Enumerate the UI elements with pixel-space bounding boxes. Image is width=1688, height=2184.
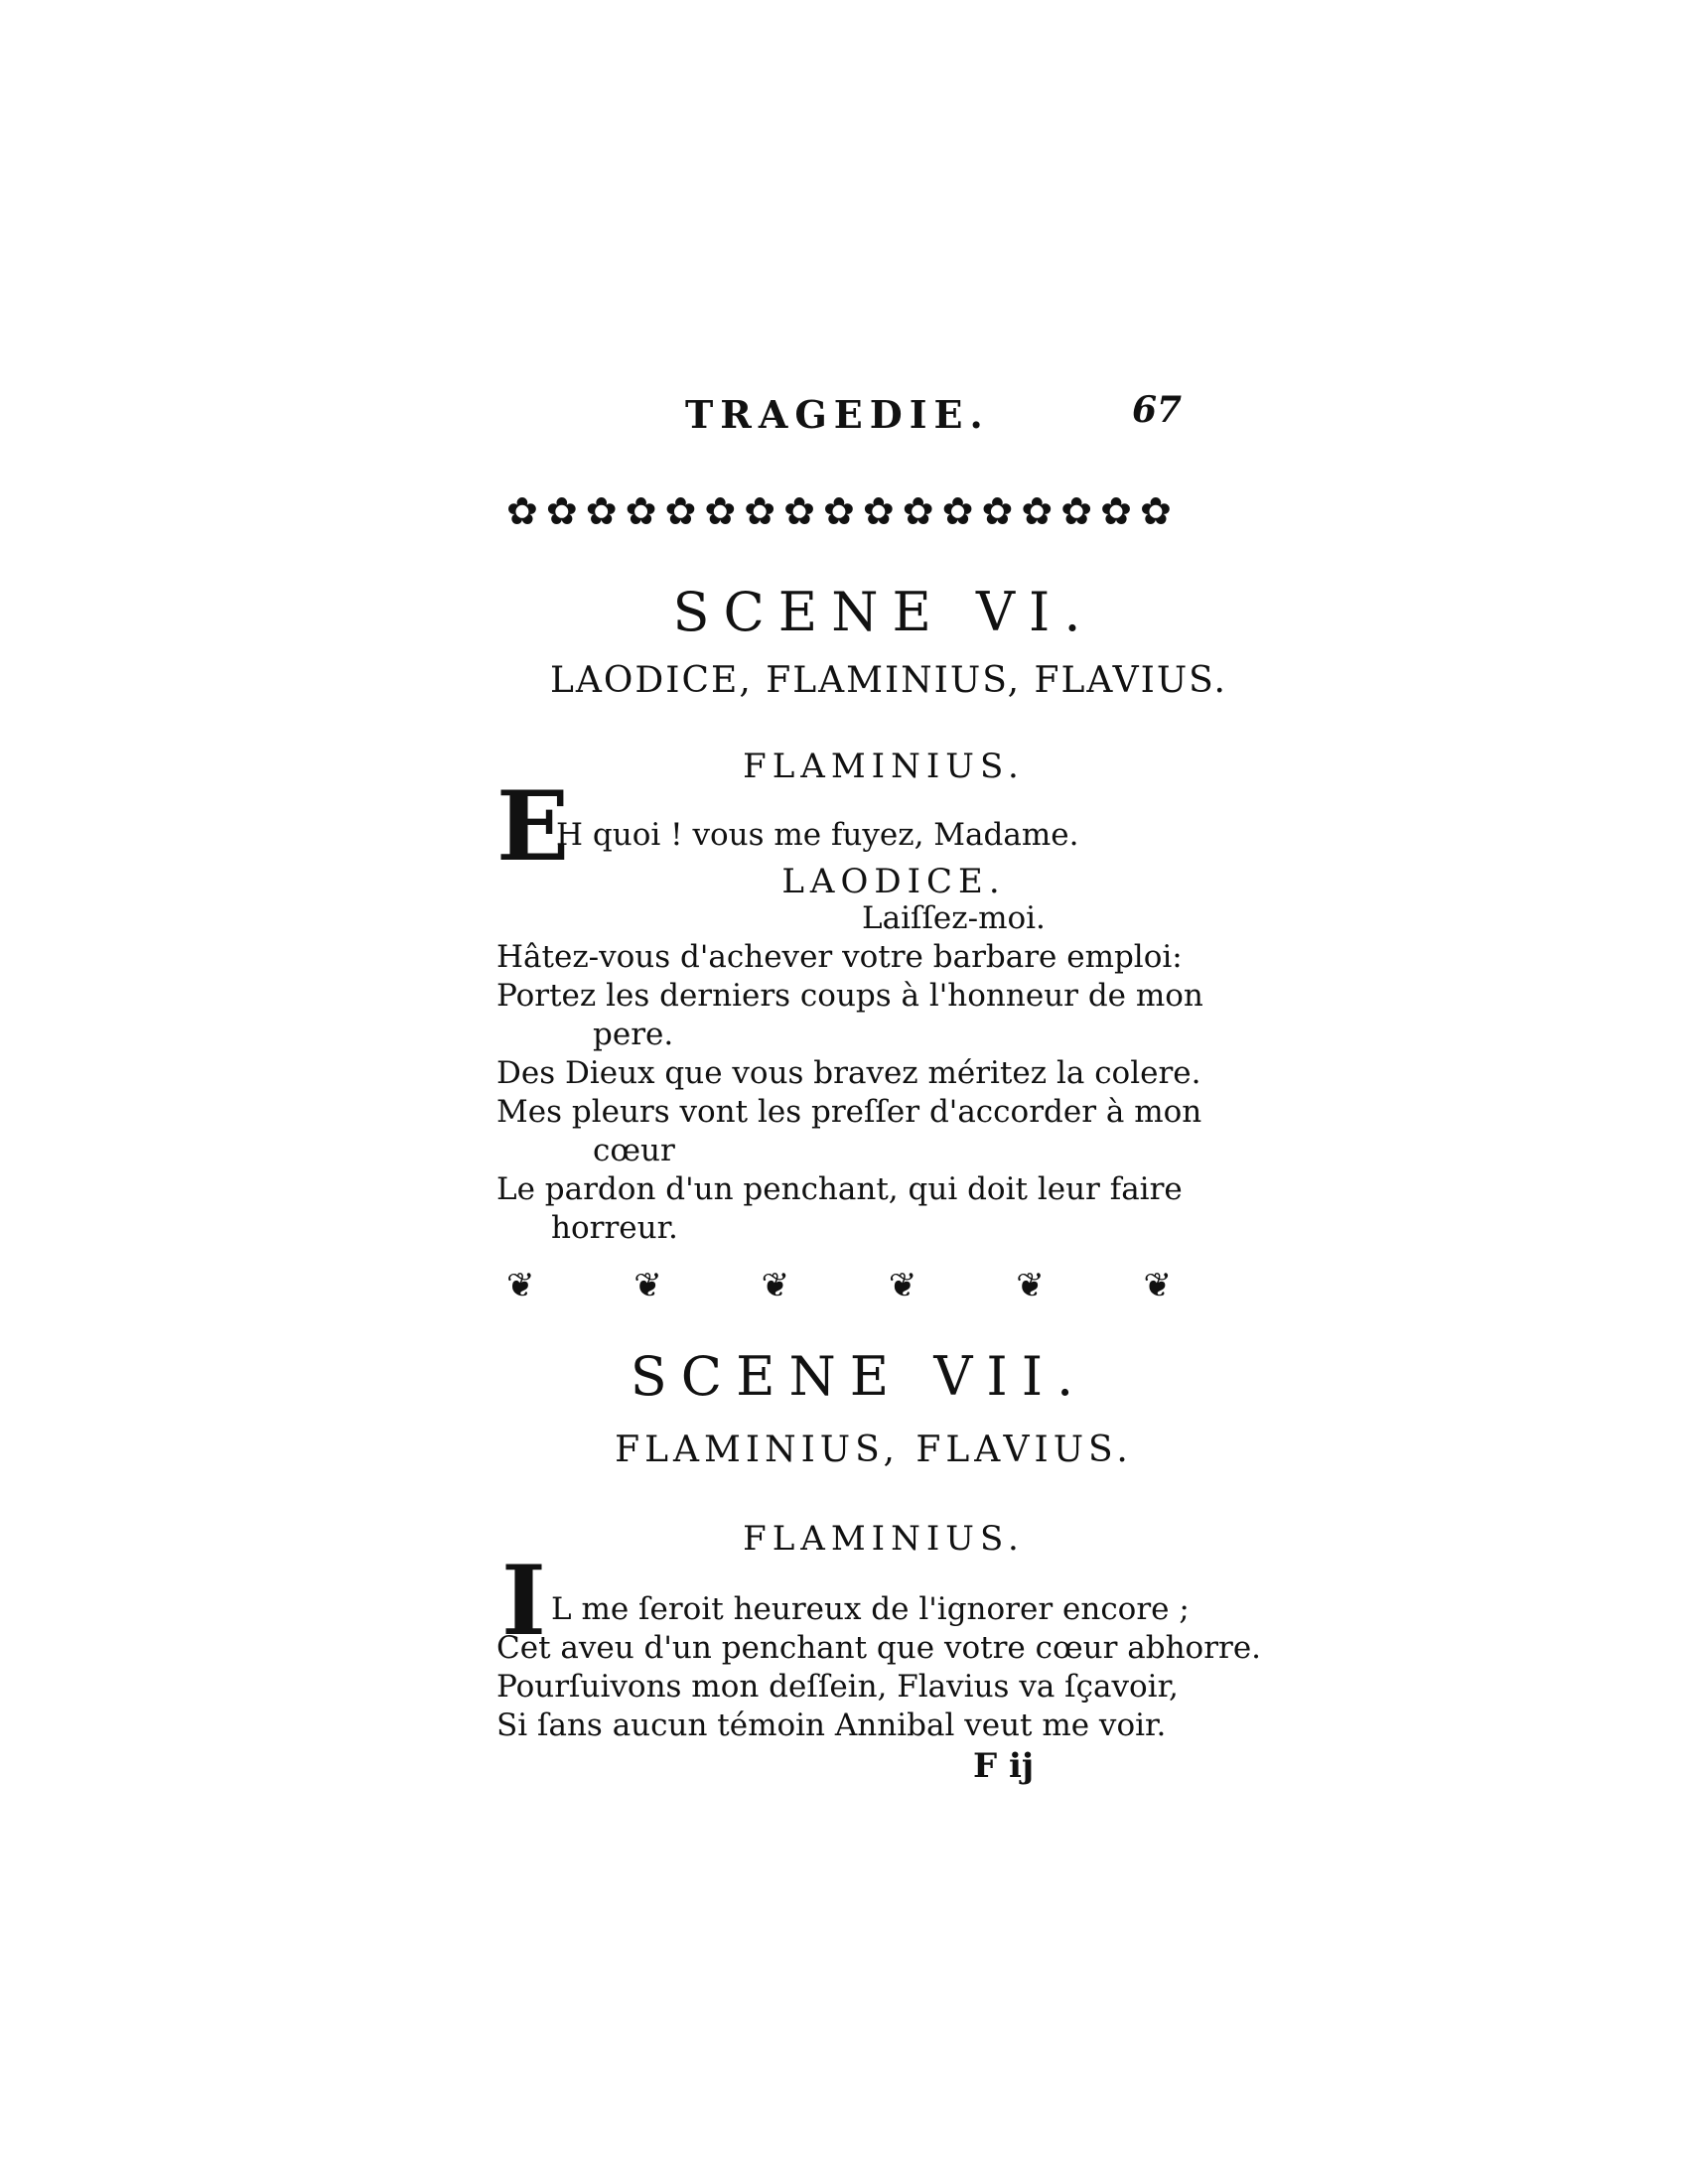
- verse-line: Des Dieux que vous bravez méritez la colere.: [496, 1055, 1201, 1091]
- flower-ornament-icon: ✿: [1060, 489, 1093, 533]
- flower-ornament-icon: ✿: [902, 489, 934, 533]
- verse-line: Mes pleurs vont les preſſer d'accorder à mon: [496, 1094, 1202, 1130]
- flower-ornament-icon: ✿: [545, 489, 578, 533]
- dropcap-letter: I: [501, 1545, 546, 1657]
- verse-line-continuation: cœur: [593, 1133, 675, 1168]
- verse-line: Si ſans aucun témoin Annibal veut me voir.: [496, 1707, 1167, 1743]
- scene-7-title: SCENE VII.: [630, 1345, 1088, 1408]
- verse-line-continuation: horreur.: [551, 1210, 678, 1246]
- scene-7-cast: FLAMINIUS, FLAVIUS.: [615, 1430, 1133, 1470]
- verse-line-continuation: pere.: [593, 1017, 674, 1052]
- flower-ornament-icon: ✿: [783, 489, 815, 533]
- scene-6-title: SCENE VI.: [672, 581, 1095, 643]
- running-head-title: TRAGEDIE.: [685, 392, 990, 437]
- flower-ornament-icon: ✿: [585, 489, 618, 533]
- top-ornament-band: [506, 477, 1172, 546]
- scroll-ornament-icon: ❦: [1016, 1266, 1045, 1305]
- scroll-ornament-icon: ❦: [888, 1266, 917, 1305]
- verse-line: Le pardon d'un penchant, qui doit leur faire: [496, 1171, 1183, 1207]
- flower-ornament-icon: ✿: [862, 489, 895, 533]
- dropcap-letter: E: [496, 770, 570, 883]
- flower-ornament-icon: ✿: [981, 489, 1014, 533]
- verse-line: H quoi ! vous me fuyez, Madame.: [556, 817, 1079, 853]
- flower-ornament-icon: ✿: [1021, 489, 1054, 533]
- verse-line: Laiſſez-moi.: [862, 900, 1046, 936]
- scroll-ornament-icon: ❦: [506, 1266, 535, 1305]
- signature-mark: F ij: [973, 1746, 1035, 1786]
- flower-ornament-icon: ✿: [744, 489, 776, 533]
- flower-ornament-icon: ✿: [1140, 489, 1172, 533]
- flower-ornament-icon: ✿: [625, 489, 657, 533]
- flower-ornament-icon: ✿: [941, 489, 974, 533]
- verse-line: Pourſuivons mon deſſein, Flavius va ſçavoir,: [496, 1669, 1179, 1705]
- scroll-ornament-icon: ❦: [1143, 1266, 1172, 1305]
- flower-ornament-icon: ✿: [823, 489, 855, 533]
- scroll-ornament-icon: ❦: [633, 1266, 662, 1305]
- speaker-flaminius: FLAMINIUS.: [743, 1519, 1025, 1559]
- page-number: 67: [1132, 389, 1183, 431]
- speaker-flaminius: FLAMINIUS.: [743, 747, 1025, 786]
- flower-ornament-icon: ✿: [664, 489, 697, 533]
- flower-ornament-icon: ✿: [506, 489, 538, 533]
- flower-ornament-icon: ✿: [704, 489, 737, 533]
- verse-line: Hâtez-vous d'achever votre barbare emploi:: [496, 939, 1183, 975]
- verse-line: Portez les derniers coups à l'honneur de mon: [496, 978, 1203, 1014]
- verse-line: Cet aveu d'un penchant que votre cœur abhorre.: [496, 1630, 1262, 1666]
- speaker-laodice: LAODICE.: [781, 862, 1006, 901]
- flower-ornament-icon: ✿: [1100, 489, 1132, 533]
- scene-6-cast: LAODICE, FLAMINIUS, FLAVIUS.: [550, 660, 1227, 701]
- verse-line: L me ſeroit heureux de l'ignorer encore ;: [551, 1591, 1190, 1627]
- middle-ornament-band: [506, 1261, 1172, 1310]
- scroll-ornament-icon: ❦: [761, 1266, 790, 1305]
